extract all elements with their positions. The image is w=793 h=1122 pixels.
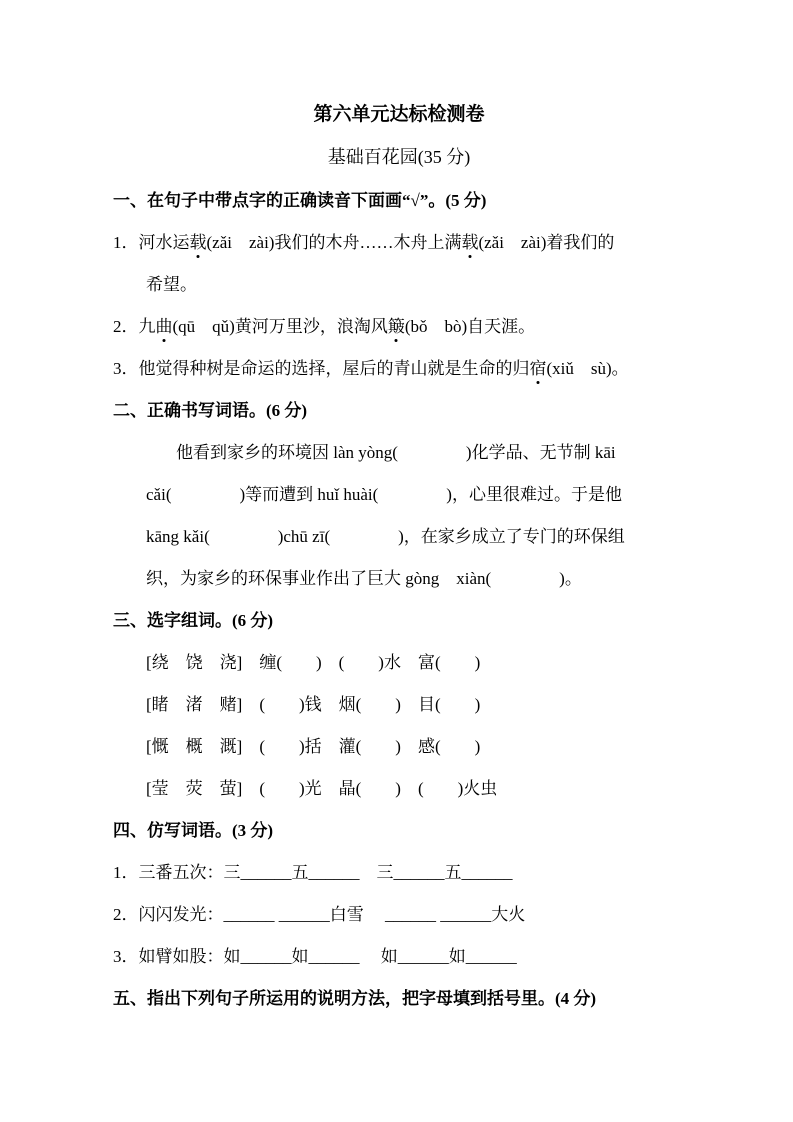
- text-line: [113, 516, 685, 558]
- text-segment: [睹 渚 赌] ( )钱 烟( ) 目( ): [146, 695, 481, 714]
- text-line: [113, 474, 685, 516]
- text-segment: 五、指出下列句子所运用的说明方法，把字母填到括号里。(4 分): [113, 989, 597, 1008]
- text-line: [113, 768, 685, 810]
- emphasis-dot-char: 簸: [387, 317, 405, 336]
- exam-body: [113, 180, 685, 1020]
- text-segment: 2．九: [113, 317, 156, 336]
- text-segment: (zǎi zài)我们的木舟……木舟上满: [206, 233, 462, 252]
- text-segment: (qū qǔ)黄河万里沙，浪淘风: [172, 317, 388, 336]
- text-segment: 一、在句子中带点字的正确读音下面画“√”。(5 分): [113, 191, 487, 210]
- text-line: [113, 306, 685, 348]
- text-segment: (zǎi zài)着我们的: [478, 233, 615, 252]
- text-segment: 四、仿写词语。(3 分): [113, 821, 274, 840]
- text-line: [113, 264, 685, 306]
- text-line: [113, 684, 685, 726]
- text-line: [113, 894, 685, 936]
- text-segment: (bǒ bò)自天涯。: [404, 317, 536, 336]
- section-heading: [113, 600, 685, 642]
- text-segment: cǎi( )等而遭到 huǐ huài( )，心里很难过。于是他: [146, 485, 622, 504]
- text-line: [113, 348, 685, 390]
- text-line: [113, 222, 685, 264]
- page-title: 第六单元达标检测卷: [313, 104, 485, 125]
- section-title: 基础百花园(35 分): [327, 147, 471, 167]
- text-line: [113, 936, 685, 978]
- emphasis-dot-char: 宿: [529, 359, 547, 378]
- text-line: [113, 726, 685, 768]
- text-segment: 3．他觉得种树是命运的选择，屋后的青山就是生命的归: [113, 359, 530, 378]
- text-line: [113, 642, 685, 684]
- text-segment: [绕 饶 浇] 缠( ) ( )水 富( ): [146, 653, 481, 672]
- text-segment: [莹 荧 萤] ( )光 晶( ) ( )火虫: [146, 779, 498, 798]
- text-segment: (xiǔ sù)。: [546, 359, 629, 378]
- text-line: [113, 558, 685, 600]
- emphasis-dot-char: 载: [189, 233, 207, 252]
- text-segment: 织，为家乡的环保事业作出了巨大 gòng xiàn( )。: [146, 569, 582, 588]
- text-segment: 希望。: [146, 275, 197, 294]
- emphasis-dot-char: 载: [461, 233, 479, 252]
- text-segment: 他看到家乡的环境因 làn yòng( )化学品、无节制 kāi: [176, 443, 616, 462]
- emphasis-dot-char: 曲: [155, 317, 173, 336]
- section-heading: [113, 978, 685, 1020]
- section-heading: [113, 180, 685, 222]
- text-segment: 二、正确书写词语。(6 分): [113, 401, 308, 420]
- text-segment: 2．闪闪发光：______ ______白雪 ______ ______大火: [113, 905, 526, 924]
- text-segment: [慨 概 溉] ( )括 灌( ) 感( ): [146, 737, 481, 756]
- section-heading: [113, 390, 685, 432]
- section-heading: [113, 810, 685, 852]
- text-segment: 1．河水运: [113, 233, 190, 252]
- text-line: [113, 852, 685, 894]
- text-segment: kāng kǎi( )chū zī( )，在家乡成立了专门的环保组: [146, 527, 625, 546]
- text-segment: 1．三番五次：三______五______ 三______五______: [113, 863, 513, 882]
- text-segment: 三、选字组词。(6 分): [113, 611, 274, 630]
- text-segment: 3．如臂如股：如______如______ 如______如______: [113, 947, 517, 966]
- text-line: [113, 432, 685, 474]
